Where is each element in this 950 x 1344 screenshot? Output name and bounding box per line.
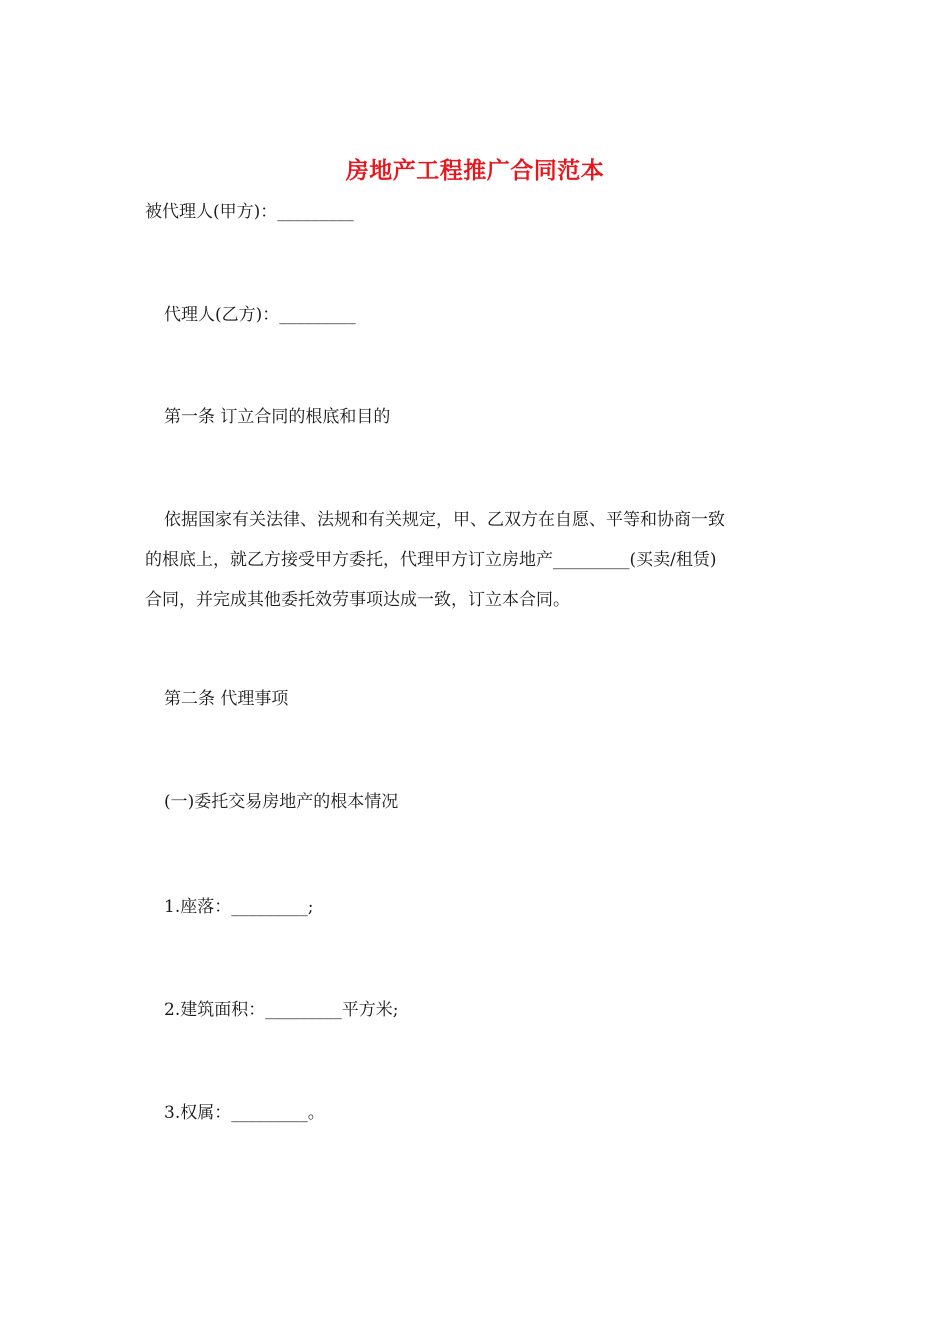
article2-heading: 第二条 代理事项 xyxy=(164,689,289,709)
item-ownership: 3.权属：_________。 xyxy=(164,1103,325,1123)
article1-body xyxy=(145,500,805,620)
item-building-area: 2.建筑面积：_________平方米; xyxy=(164,1000,399,1020)
document-title: 房地产工程推广合同范本 xyxy=(345,157,605,184)
article1-body-line2: 的根底上，就乙方接受甲方委托，代理甲方订立房地产_________(买卖/租赁) xyxy=(145,550,717,570)
section1-heading: (一)委托交易房地产的根本情况 xyxy=(164,792,399,812)
article1-body-line1: 依据国家有关法律、法规和有关规定，甲、乙双方在自愿、平等和协商一致 xyxy=(164,510,725,530)
party-a-line: 被代理人(甲方)：_________ xyxy=(145,202,354,222)
article1-heading: 第一条 订立合同的根底和目的 xyxy=(164,407,391,427)
party-b-line: 代理人(乙方)：_________ xyxy=(164,305,356,325)
item-location: 1.座落：_________; xyxy=(164,897,314,917)
article1-body-line3: 合同，并完成其他委托效劳事项达成一致，订立本合同。 xyxy=(145,590,570,610)
